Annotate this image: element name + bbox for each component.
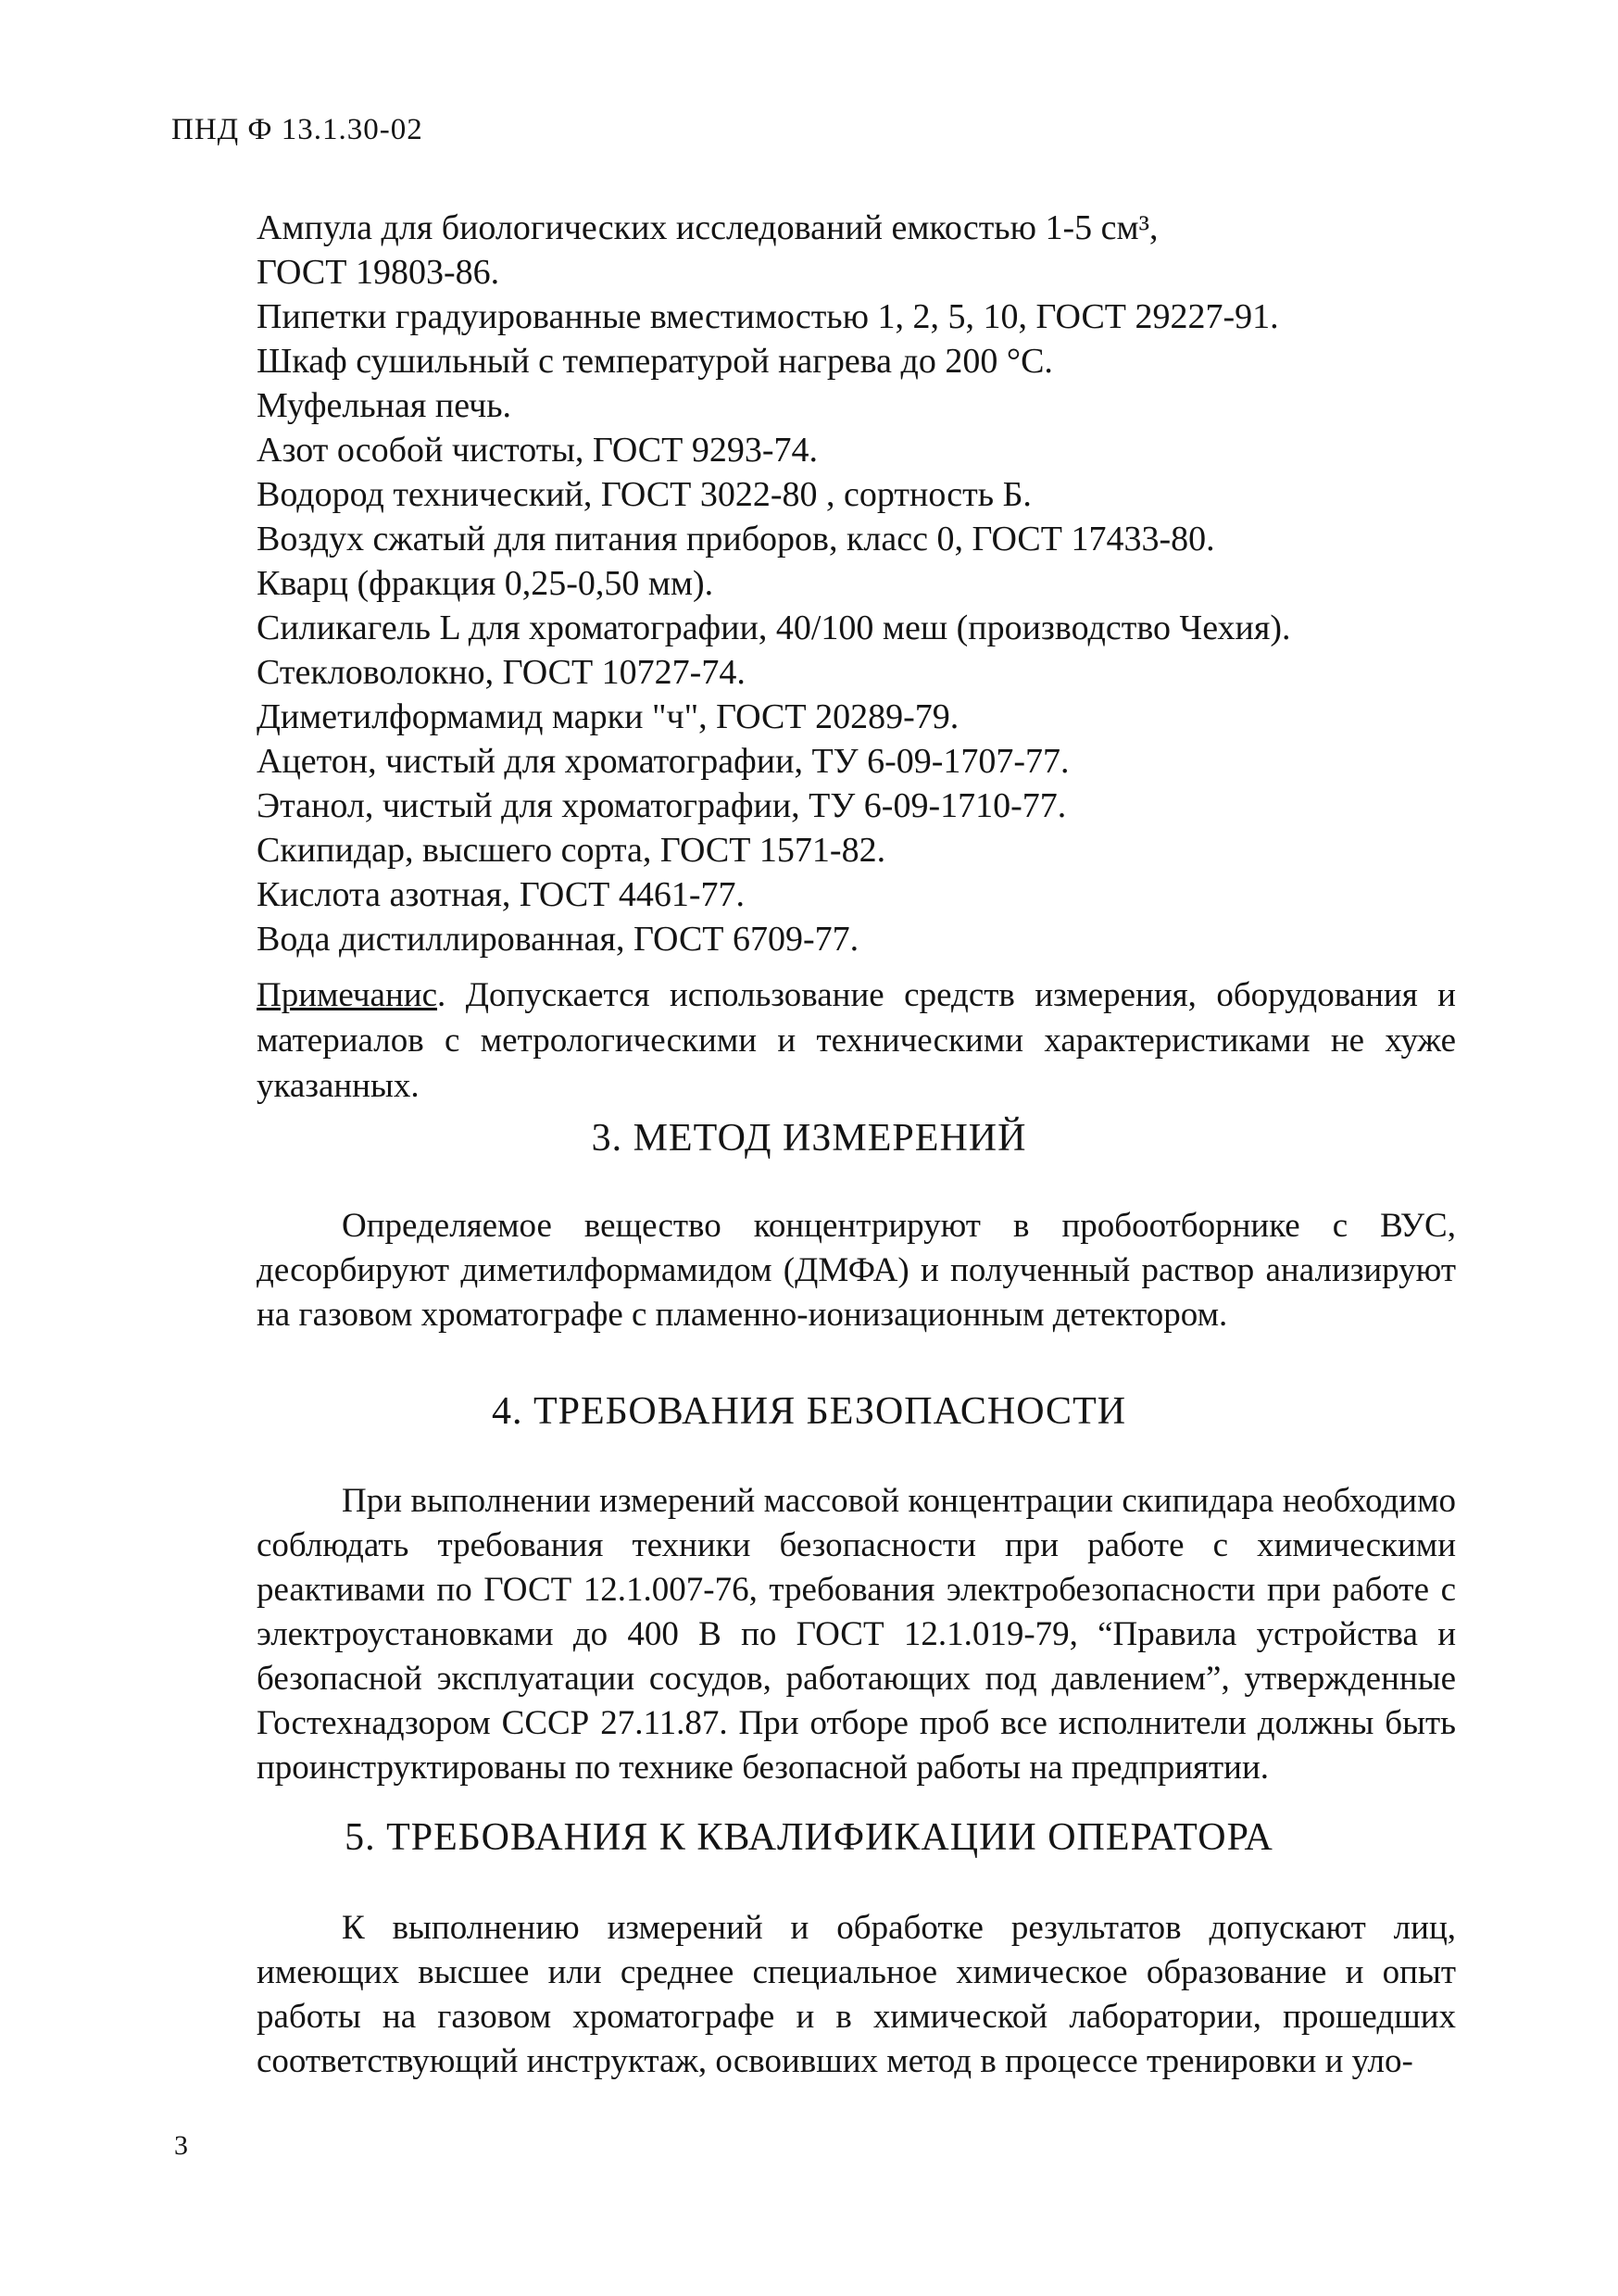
note-text: . Допускается использование средств измерения, оборудования и материалов с метрологическими и техническими характеристиками не хуже указанных. bbox=[257, 976, 1456, 1105]
list-item-text: Ампула для биологических исследований емкостью 1-5 см³, bbox=[257, 208, 1159, 247]
list-item: Силикагель L для хроматографии, 40/100 меш (производство Чехия). bbox=[257, 609, 1291, 647]
list-item: Пипетки градуированные вместимостью 1, 2, 5, 10, ГОСТ 29227-91. bbox=[257, 297, 1279, 336]
document-code: ПНД Ф 13.1.30-02 bbox=[171, 113, 423, 146]
list-item: Кислота азотная, ГОСТ 4461-77. bbox=[257, 875, 746, 914]
section-5-text: К выполнению измерений и обработке результатов допускают лиц, имеющих высшее или среднее специальное химическое образование и опыт работы на газовом хроматографе и в химической лаборатории, прошедших соответствующий инструктаж, освоивших метод в процессе тренировки и уло- bbox=[257, 1909, 1456, 2080]
list-item-continuation: ГОСТ 19803-86. bbox=[257, 253, 500, 292]
page-number: 3 bbox=[174, 2130, 188, 2161]
list-item: Стекловолокно, ГОСТ 10727-74. bbox=[257, 653, 746, 692]
section-4-text: При выполнении измерений массовой концентрации скипидара необходимо соблюдать требования техники безопасности при работе с химическими реактивами по ГОСТ 12.1.007-76, требования электробезопасности при работе с электроустановками до 400 В по ГОСТ 12.1.019-79, “Правила устройства и безопасной эксплуатации сосудов, работающих под давлением”, утвержденные Гостехнадзором СССР 27.11.87. При отборе проб все исполнители должны быть проинструктированы по технике безопасной работы на предприятии. bbox=[257, 1482, 1456, 1787]
list-item: Скипидар, высшего сорта, ГОСТ 1571-82. bbox=[257, 831, 886, 870]
list-item: Шкаф сушильный с температурой нагрева до 200 °С. bbox=[257, 342, 1053, 381]
list-item: Муфельная печь. bbox=[257, 386, 512, 425]
note-paragraph bbox=[257, 972, 1456, 1109]
list-item: Диметилформамид марки "ч", ГОСТ 20289-79. bbox=[257, 697, 960, 736]
list-item: Кварц (фракция 0,25-0,50 мм). bbox=[257, 564, 714, 603]
section-3-text: Определяемое вещество концентрируют в пробоотборнике с ВУС, десорбируют диметилформамидом (ДМФА) и полученный раствор анализируют на газовом хроматографе с пламенно-ионизационным детектором. bbox=[257, 1207, 1456, 1334]
section-3-heading: 3. МЕТОД ИЗМЕРЕНИЙ bbox=[591, 1117, 1027, 1160]
note-label: Примечанис bbox=[257, 976, 437, 1014]
equipment-list bbox=[257, 206, 1488, 961]
list-item: Ацетон, чистый для хроматографии, ТУ 6-09-1707-77. bbox=[257, 742, 1070, 781]
list-item: Воздух сжатый для питания приборов, класс 0, ГОСТ 17433-80. bbox=[257, 520, 1215, 558]
section-5-heading: 5. ТРЕБОВАНИЯ К КВАЛИФИКАЦИИ ОПЕРАТОРА bbox=[345, 1816, 1273, 1859]
list-item: Этанол, чистый для хроматографии, ТУ 6-09-1710-77. bbox=[257, 786, 1067, 825]
list-item: Водород технический, ГОСТ 3022-80 , сортность Б. bbox=[257, 475, 1032, 514]
list-item: Вода дистиллированная, ГОСТ 6709-77. bbox=[257, 920, 859, 959]
list-item: Азот особой чистоты, ГОСТ 9293-74. bbox=[257, 431, 819, 470]
section-4-heading: 4. ТРЕБОВАНИЯ БЕЗОПАСНОСТИ bbox=[491, 1390, 1127, 1433]
list-item bbox=[257, 206, 1488, 295]
